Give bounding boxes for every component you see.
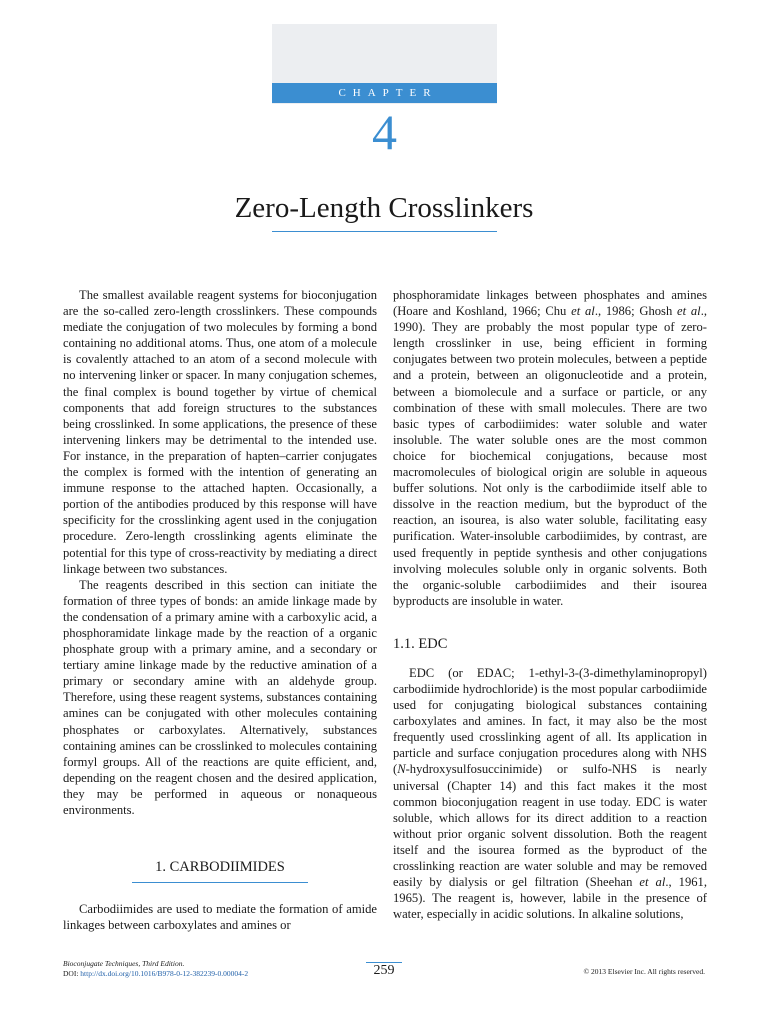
- text-run-italic: N: [397, 762, 406, 777]
- chapter-number: 4: [372, 104, 397, 160]
- footer-citation: [63, 959, 248, 979]
- copyright-notice: © 2013 Elsevier Inc. All rights reserved.: [583, 967, 705, 976]
- text-run: phosphoramidate linkages between phosphates and amines (Hoare and Koshland, 1966; Chu: [393, 288, 707, 319]
- page-number: 259: [373, 963, 395, 978]
- text-run: ., 1961, 1965). The reagent is, however, labile in the presence of water, especially in acidic solutions. In alkaline solutions,: [393, 875, 707, 922]
- doi-line: [63, 969, 248, 979]
- section-heading-divider: [132, 882, 308, 883]
- chapter-label: CHAPTER: [272, 83, 497, 103]
- book-title: Bioconjugate Techniques, Third Edition.: [63, 959, 185, 968]
- text-run-italic: et al: [677, 304, 701, 319]
- title-divider: [272, 231, 497, 232]
- text-run: EDC (or EDAC; 1-ethyl-3-(3-dimethylaminopropyl) carbodiimide hydrochloride) is the most popular carbodiimide used for conjugating biological substances containing carboxylates and amines. In fact, it may also be the most frequently used crosslinking agent of all. Its application in particle and surface conjugation procedures along with NHS (: [393, 665, 707, 777]
- section-heading-carbodiimides: [63, 858, 377, 883]
- right-column: [393, 287, 707, 922]
- intro-paragraph-2: The reagents described in this section can initiate the formation of three types of bonds: an amide linkage made by the condensation of a primary amine with a carboxylic acid, a phosphoramidate linkage made by the reaction of a organic phosphate group with a primary amine, and a secondary or tertiary amine linkage made by the reductive amination of a primary or secondary amine with an aldehyde group. Therefore, using these reagent systems, substances containing amines can be conjugated with other molecules containing phosphates or carboxylates. Alternatively, substances containing amines can be crosslinked to molecules containing formyl groups. All of the reactions are quite efficient, and, depending on the reagent chosen and the desired application, they may be performed in aqueous or nonaqueous environments.: [63, 577, 377, 817]
- page-title: Zero-Length Crosslinkers: [234, 192, 534, 224]
- intro-paragraph-1: The smallest available reagent systems for bioconjugation are the so-called zero-length crosslinkers. These compounds mediate the conjugation of two molecules by forming a bond containing no additional atoms. Thus, one atom of a molecule is covalently attached to an atom of a second molecule with no intervening linker or spacer. In many conjugation schemes, the final complex is bound together by virtue of chemical components that add foreign structures to the substances being crosslinked. In some applications, the presence of these intervening linkers may be detrimental to the intended use. For instance, in the preparation of hapten–carrier conjugates the complex is formed with the intention of generating an immune response to the attached hapten. Occasionally, a portion of the antibodies produced by this response will have specificity for the crosslinking agent used in the conjugation procedure. Zero-length crosslinking agents eliminate the potential for this type of cross-reactivity by mediating a direct linkage between two substances.: [63, 288, 377, 576]
- edc-paragraph: [393, 665, 707, 923]
- section1-paragraph-1: Carbodiimides are used to mediate the formation of amide linkages between carboxylates and amines or: [63, 902, 377, 933]
- doi-link[interactable]: http://dx.doi.org/10.1016/B978-0-12-382239-0.00004-2: [80, 969, 249, 978]
- section-heading-edc: 1.1. EDC: [393, 635, 448, 652]
- doi-label: DOI:: [63, 969, 81, 978]
- left-column: [63, 287, 377, 933]
- text-run: ., 1986; Ghosh: [594, 304, 678, 319]
- text-run: ., 1990). They are probably the most popular type of zero-length crosslinker in use, being efficient in forming conjugates between two protein molecules, between a peptide and a protein, between an oligonucleotide and a protein, between a biomolecule and a surface or particle, or any combination of these with small molecules. There are two basic types of carbodiimides: water soluble and water insoluble. The water soluble ones are the most common choice for biochemical conjugations, because most macromolecules of biological origin are soluble in aqueous buffer solutions. Not only is the carbodiimide itself able to dissolve in the reaction medium, but the byproduct of the reaction, an isourea, is also water soluble, facilitating easy purification. Water-insoluble carbodiimides, by contrast, are used frequently in peptide synthesis and other conjugations involving molecules soluble only in organic solvents. Both the organic-soluble carbodiimides and their isourea byproducts are insoluble in water.: [393, 304, 707, 608]
- section-heading-text: 1. CARBODIIMIDES: [155, 859, 285, 876]
- text-run-italic: et al: [639, 875, 666, 890]
- text-run: -hydroxysulfosuccinimide) or sulfo-NHS is nearly universal (Chapter 14) and this fact makes it the most common bioconjugation reagent in use today. EDC is water soluble, which allows for its direct addition to a reaction without prior organic solvent dissolution. Both the reagent itself and the isourea formed as the byproduct of the crosslinking reaction are water soluble and may be removed easily by dialysis or gel filtration (Sheehan: [393, 762, 707, 890]
- text-run-italic: et al: [571, 304, 595, 319]
- continued-paragraph: [393, 287, 707, 609]
